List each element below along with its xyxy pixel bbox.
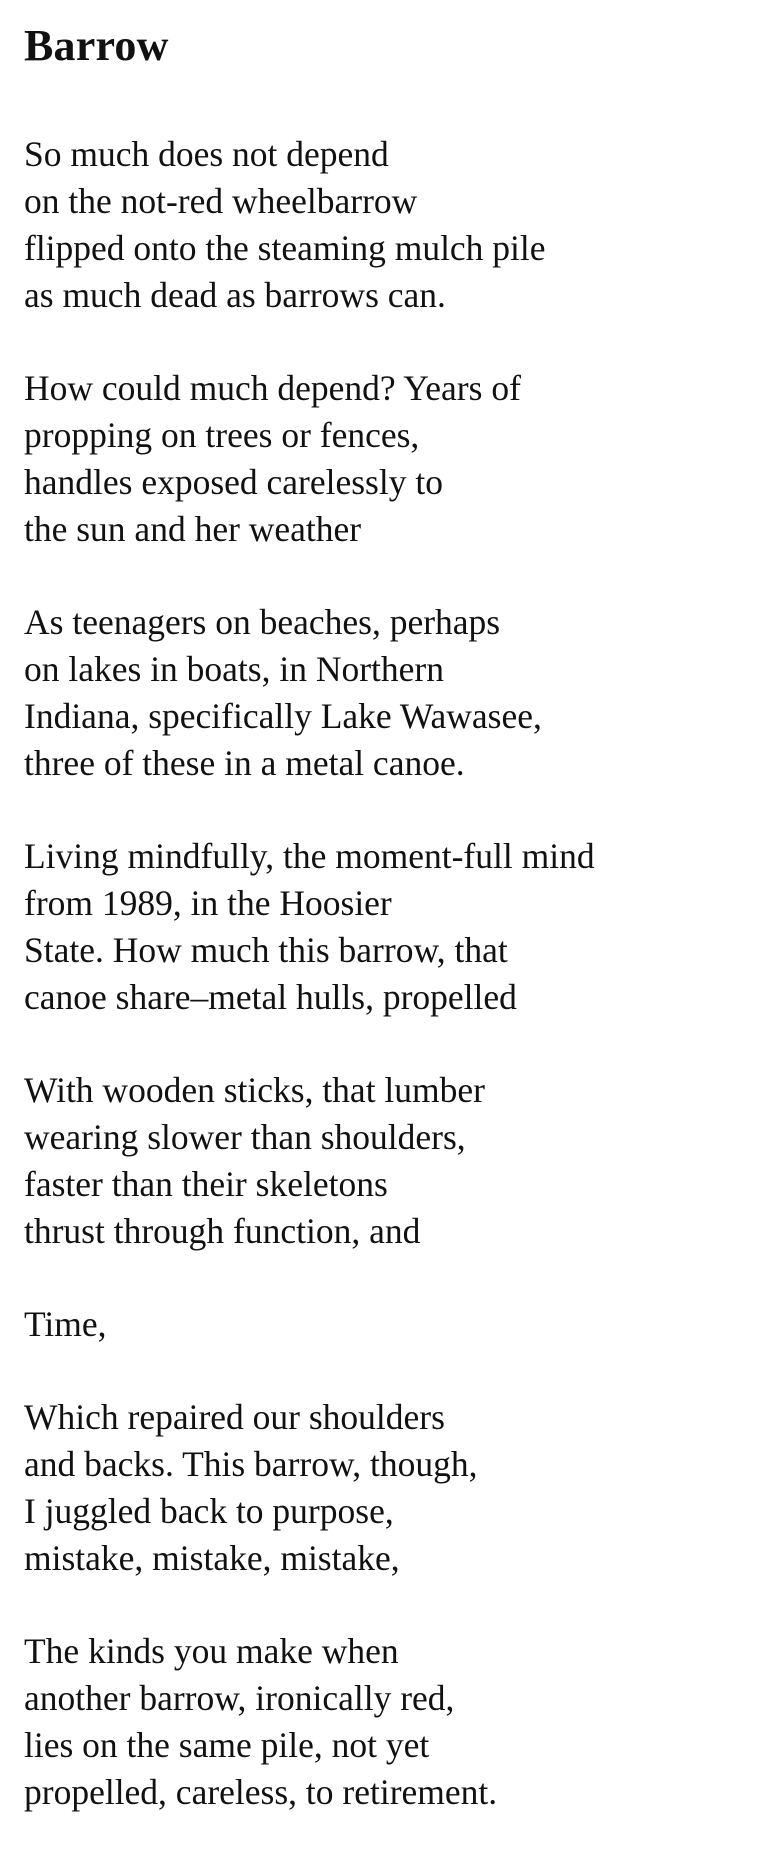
poem-line: With wooden sticks, that lumber bbox=[24, 1070, 485, 1110]
stanza-1 bbox=[24, 131, 744, 319]
poem-line: on the not-red wheelbarrow bbox=[24, 181, 418, 221]
poem-line: lies on the same pile, not yet bbox=[24, 1725, 430, 1765]
poem-line: canoe share–metal hulls, propelled bbox=[24, 977, 517, 1017]
poem-line: State. How much this barrow, that bbox=[24, 930, 508, 970]
poem-title: Barrow bbox=[24, 21, 169, 70]
stanza-5 bbox=[24, 1067, 744, 1255]
poem-line: flipped onto the steaming mulch pile bbox=[24, 228, 546, 268]
poem-line: wearing slower than shoulders, bbox=[24, 1117, 466, 1157]
stanza-8 bbox=[24, 1628, 744, 1816]
stanza-6 bbox=[24, 1301, 744, 1348]
poem-body bbox=[24, 131, 744, 1816]
poem-line: another barrow, ironically red, bbox=[24, 1678, 455, 1718]
poem-line: So much does not depend bbox=[24, 134, 389, 174]
poem-line: Living mindfully, the moment-full mind bbox=[24, 836, 595, 876]
poem-line: three of these in a metal canoe. bbox=[24, 743, 465, 783]
poem-line: from 1989, in the Hoosier bbox=[24, 883, 392, 923]
poem-line: propping on trees or fences, bbox=[24, 415, 420, 455]
poem-line: How could much depend? Years of bbox=[24, 368, 521, 408]
poem-line: Indiana, specifically Lake Wawasee, bbox=[24, 696, 542, 736]
poem-line: handles exposed carelessly to bbox=[24, 462, 443, 502]
poem-line: Which repaired our shoulders bbox=[24, 1397, 445, 1437]
stanza-7 bbox=[24, 1394, 744, 1582]
stanza-2 bbox=[24, 365, 744, 553]
poem-line: on lakes in boats, in Northern bbox=[24, 649, 445, 689]
poem-line: as much dead as barrows can. bbox=[24, 275, 446, 315]
poem-line: propelled, careless, to retirement. bbox=[24, 1772, 498, 1812]
poem-line: Time, bbox=[24, 1304, 107, 1344]
stanza-3 bbox=[24, 599, 744, 787]
poem-line: As teenagers on beaches, perhaps bbox=[24, 602, 501, 642]
poem-line: mistake, mistake, mistake, bbox=[24, 1538, 400, 1578]
poem-line: The kinds you make when bbox=[24, 1631, 399, 1671]
poem-line: and backs. This barrow, though, bbox=[24, 1444, 478, 1484]
poem-line: the sun and her weather bbox=[24, 509, 362, 549]
poem-line: I juggled back to purpose, bbox=[24, 1491, 394, 1531]
poem-line: faster than their skeletons bbox=[24, 1164, 388, 1204]
poem-line: thrust through function, and bbox=[24, 1211, 421, 1251]
stanza-4 bbox=[24, 833, 744, 1021]
